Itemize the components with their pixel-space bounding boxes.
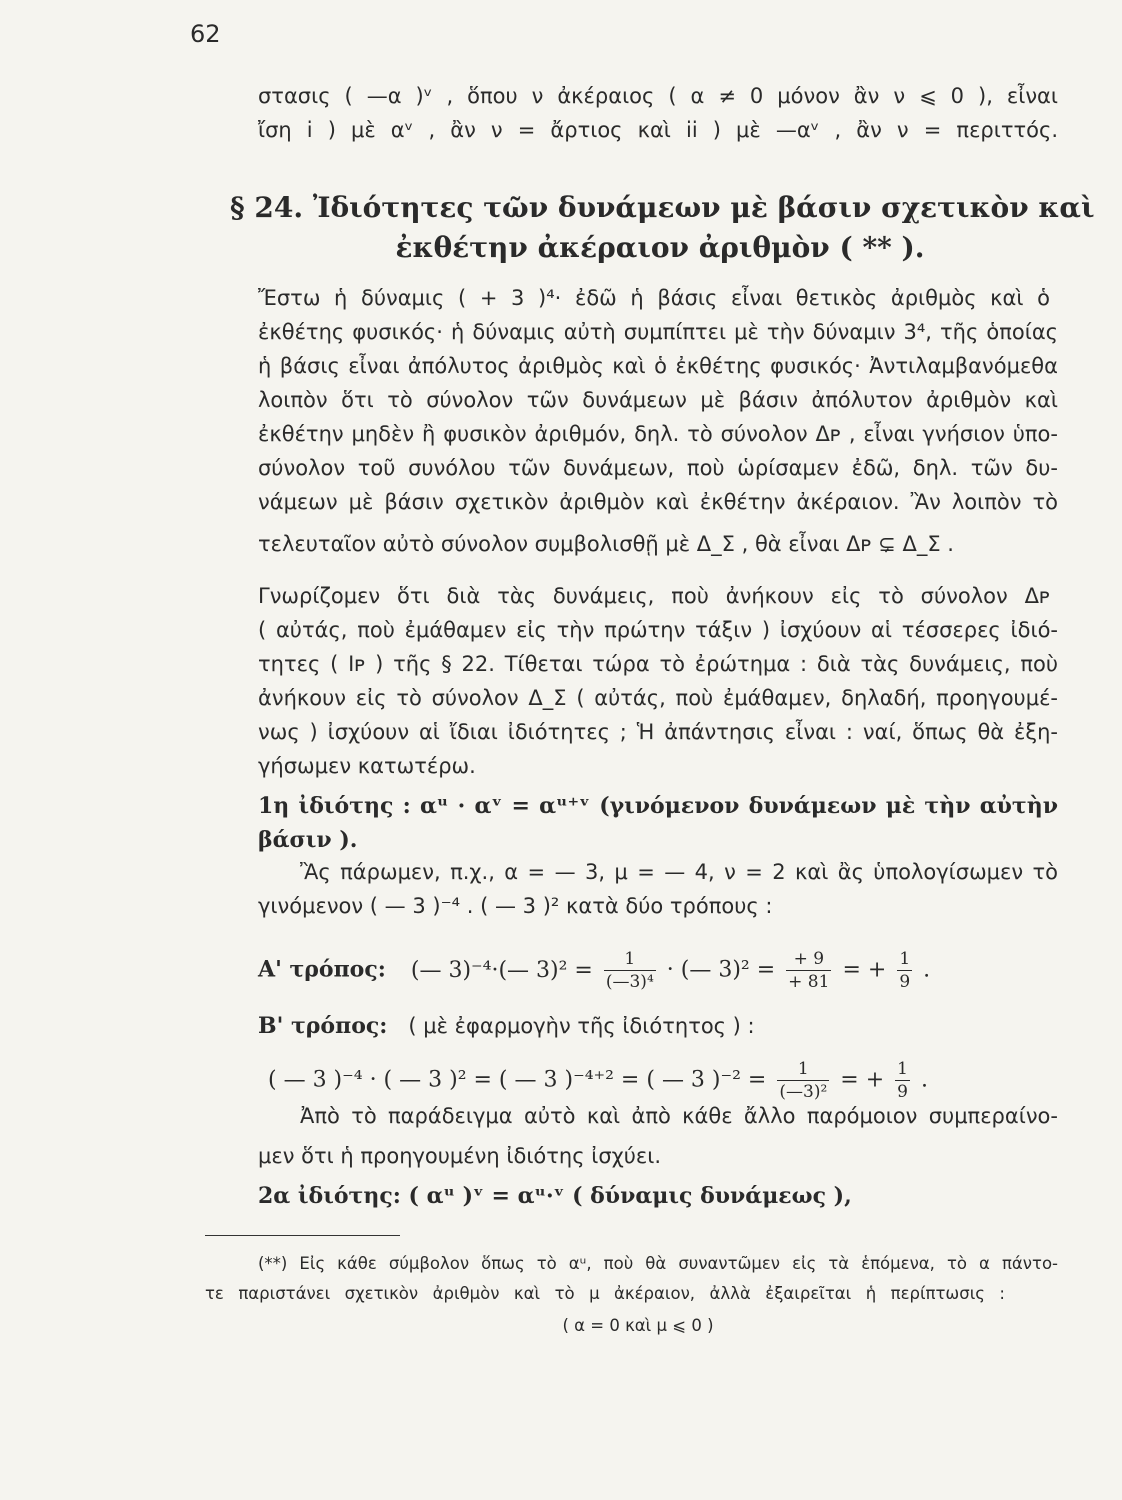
- section-heading-line-1: § 24. Ἰδιότητες τῶν δυνάμεων μὲ βάσιν σχετικὸν καὶ: [230, 191, 1095, 224]
- fraction: [895, 1058, 910, 1103]
- footnote-line: ( α = 0 καὶ μ ⩽ 0 ): [562, 1316, 714, 1335]
- method-b-label: Β' τρόπος:: [258, 1013, 388, 1039]
- denominator: + 81: [788, 972, 830, 992]
- paragraph-line: μεν ὅτι ἡ προηγουμένη ἰδιότης ἰσχύει.: [258, 1144, 662, 1168]
- paragraph-line: νάμεων μὲ βάσιν σχετικὸν ἀριθμὸν καὶ ἐκθέτην ἀκέραιον. Ἂν λοιπὸν τὸ: [258, 490, 1058, 514]
- method-b-eq: = +: [840, 1067, 885, 1093]
- method-a-mid: · (— 3)² =: [666, 957, 776, 983]
- denominator: 9: [897, 1082, 908, 1102]
- method-b-expr: [268, 1058, 928, 1103]
- paragraph-line: ἐκθέτην μηδὲν ἢ φυσικὸν ἀριθμόν, δηλ. τὸ σύνολον Δᴘ , εἶναι γνήσιον ὑπο-: [258, 422, 1058, 446]
- method-b-end: .: [920, 1067, 928, 1093]
- fraction: [786, 948, 831, 993]
- section-heading-line-2: ἐκθέτην ἀκέραιον ἀριθμὸν ( ** ).: [395, 231, 925, 264]
- numerator: 1: [777, 1058, 829, 1081]
- paragraph-line: Ἔστω ἡ δύναμις ( + 3 )⁴· ἐδῶ ἡ βάσις εἶναι θετικὸς ἀριθμὸς καὶ ὁ: [258, 286, 1050, 310]
- paragraph-line: Ἀπὸ τὸ παράδειγμα αὐτὸ καὶ ἀπὸ κάθε ἄλλο παρόμοιον συμπεραίνο-: [300, 1104, 1058, 1128]
- numerator: 1: [899, 949, 911, 969]
- method-b-desc: ( μὲ ἐφαρμογὴν τῆς ἰδιότητος ) :: [408, 1014, 755, 1038]
- method-b-heading: [258, 1010, 755, 1043]
- denominator: (—3)⁴: [605, 972, 654, 992]
- method-b-expr-start: ( — 3 )⁻⁴ · ( — 3 )² = ( — 3 )⁻⁴⁺² = ( — 3 )⁻² =: [268, 1067, 767, 1093]
- denominator: (—3)²: [779, 1082, 828, 1102]
- property-1-heading: βάσιν ).: [258, 827, 358, 853]
- paragraph-line: Γνωρίζομεν ὅτι διὰ τὰς δυνάμεις, ποὺ ἀνήκουν εἰς τὸ σύνολον Δᴘ: [258, 584, 1050, 608]
- paragraph-line: γινόμενον ( — 3 )⁻⁴ . ( — 3 )² κατὰ δύο τρόπους :: [258, 894, 773, 918]
- footnote-line: τε παριστάνει σχετικὸν ἀριθμὸν καὶ τὸ μ ἀκέραιον, ἀλλὰ ἐξαιρεῖται ἡ περίπτωσις :: [205, 1284, 1005, 1303]
- paragraph-line: ( αὐτάς, ποὺ ἐμάθαμεν εἰς τὴν πρώτην τάξιν ) ἰσχύουν αἱ τέσσερες ἰδιό-: [258, 618, 1058, 642]
- property-1-heading: 1η ἰδιότης : αᵘ · αᵛ = αᵘ⁺ᵛ (γινόμενον δυνάμεων μὲ τὴν αὐτὴν: [258, 793, 1058, 819]
- paragraph-line: Ἂς πάρωμεν, π.χ., α = — 3, μ = — 4, ν = 2 καὶ ἂς ὑπολογίσωμεν τὸ: [300, 860, 1058, 884]
- method-a-label: Α' τρόπος:: [258, 956, 386, 983]
- numerator: 1: [604, 948, 656, 971]
- paragraph-line: ἡ βάσις εἶναι ἀπόλυτος ἀριθμὸς καὶ ὁ ἐκθέτης φυσικός· Ἀντιλαμβανόμεθα: [258, 354, 1058, 378]
- text-line: στασις ( —α )ᵛ , ὅπου ν ἀκέραιος ( α ≠ 0 μόνον ἂν ν ⩽ 0 ), εἶναι: [258, 84, 1058, 108]
- method-a-eq: = +: [842, 957, 887, 983]
- fraction: [897, 948, 912, 993]
- paragraph-line: τελευταῖον αὐτὸ σύνολον συμβολισθῇ μὲ Δ_Σ , θὰ εἶναι Δᴘ ⊊ Δ_Σ .: [258, 532, 954, 556]
- page-number: 62: [190, 20, 221, 48]
- denominator: 9: [899, 972, 911, 992]
- numerator: 1: [897, 1059, 908, 1079]
- method-a-end: .: [923, 957, 931, 983]
- paragraph-line: τητες ( Iᴘ ) τῆς § 22. Τίθεται τώρα τὸ ἐρώτημα : διὰ τὰς δυνάμεις, ποὺ: [258, 652, 1058, 676]
- paragraph-line: γήσωμεν κατωτέρω.: [258, 754, 476, 778]
- fraction: [777, 1058, 829, 1103]
- numerator: + 9: [786, 948, 831, 971]
- fraction: [604, 948, 656, 993]
- paragraph-line: λοιπὸν ὅτι τὸ σύνολον τῶν δυνάμεων μὲ βάσιν ἀπόλυτον ἀριθμὸν καὶ: [258, 388, 1058, 412]
- paragraph-line: νως ) ἰσχύουν αἱ ἴδιαι ἰδιότητες ; Ἡ ἀπάντησις εἶναι : ναί, ὅπως θὰ ἐξη-: [258, 720, 1058, 744]
- footnote-divider: [205, 1235, 400, 1236]
- footnote-line: (**) Εἰς κάθε σύμβολον ὅπως τὸ αᵘ, ποὺ θὰ συναντῶμεν εἰς τὰ ἑπόμενα, τὸ α πάντο-: [258, 1254, 1058, 1273]
- paragraph-line: σύνολον τοῦ συνόλου τῶν δυνάμεων, ποὺ ὡρίσαμεν ἐδῶ, δηλ. τῶν δυ-: [258, 456, 1058, 480]
- paragraph-line: ἀνήκουν εἰς τὸ σύνολον Δ_Σ ( αὐτάς, ποὺ ἐμάθαμεν, δηλαδή, προηγουμέ-: [258, 686, 1058, 710]
- property-2-heading: 2α ἰδιότης: ( αᵘ )ᵛ = αᵘ·ᵛ ( δύναμις δυνάμεως ),: [258, 1183, 852, 1209]
- method-a: [258, 948, 930, 993]
- text-line: ἴση i ) μὲ αᵛ , ἂν ν = ἄρτιος καὶ ii ) μὲ —αᵛ , ἂν ν = περιττός.: [258, 118, 1058, 142]
- method-a-expr: (— 3)⁻⁴·(— 3)² =: [410, 957, 593, 983]
- paragraph-line: ἐκθέτης φυσικός· ἡ δύναμις αὐτὴ συμπίπτει μὲ τὴν δύναμιν 3⁴, τῆς ὁποίας: [258, 320, 1058, 344]
